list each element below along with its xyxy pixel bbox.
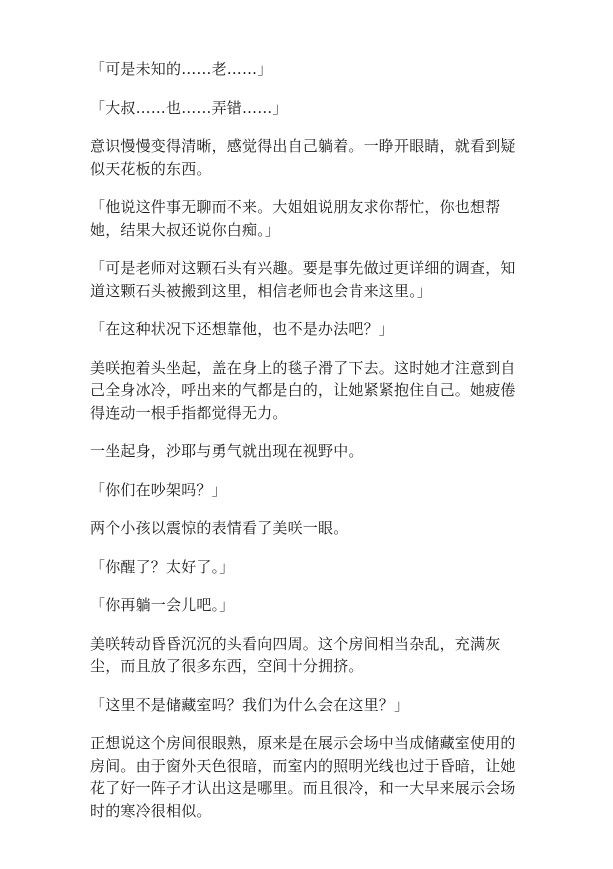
text-page (90, 58, 530, 822)
paragraph-8: 一坐起身，沙耶与勇气就出现在视野中。 (90, 442, 364, 460)
paragraph-14: 「这里不是储藏室吗？我们为什么会在这里？」 (90, 695, 410, 714)
paragraph-5: 「可是老师对这颗石头有兴趣。要是事先做过更详细的调查，知道这颗石头被搬到这里，相信老师也会肯来这里。」 (90, 259, 516, 300)
paragraph-11: 「你醒了？太好了。」 (90, 557, 235, 576)
paragraph-7: 美咲抱着头坐起，盖在身上的毯子滑了下去。这时她才注意到自己全身冰冷，呼出来的气都是白的，让她紧紧抱住自己。她疲倦得连动一根手指都觉得无力。 (90, 358, 516, 422)
paragraph-9: 「你们在吵架吗？」 (90, 480, 227, 499)
paragraph-3: 意识慢慢变得清晰，感觉得出自己躺着。一睁开眼睛，就看到疑似天花板的东西。 (90, 137, 516, 178)
paragraph-15: 正想说这个房间很眼熟，原来是在展示会场中当成储藏室使用的房间。由于窗外天色很暗，而室内的照明光线也过于昏暗，让她花了好一阵子才认出这是哪里。而且很冷，和一大早来展示会场时的寒冷很相似。 (90, 734, 516, 820)
paragraph-12: 「你再躺一会儿吧。」 (90, 596, 235, 614)
paragraph-2: 「大叔……也……弄错……」 (90, 98, 288, 117)
paragraph-1: 「可是未知的……老……」 (90, 60, 273, 78)
paragraph-6: 「在这种状况下还想靠他，也不是办法吧？」 (90, 320, 395, 338)
paragraph-4: 「他说这件事无聊而不来。大姐姐说朋友求你帮忙，你也想帮她，结果大叔还说你白痴。」 (90, 198, 501, 239)
paragraph-13: 美咲转动昏昏沉沉的头看向四周。这个房间相当杂乱，充满灰尘，而且放了很多东西，空间十分拥挤。 (90, 634, 501, 675)
paragraph-10: 两个小孩以震惊的表情看了美咲一眼。 (90, 519, 349, 537)
